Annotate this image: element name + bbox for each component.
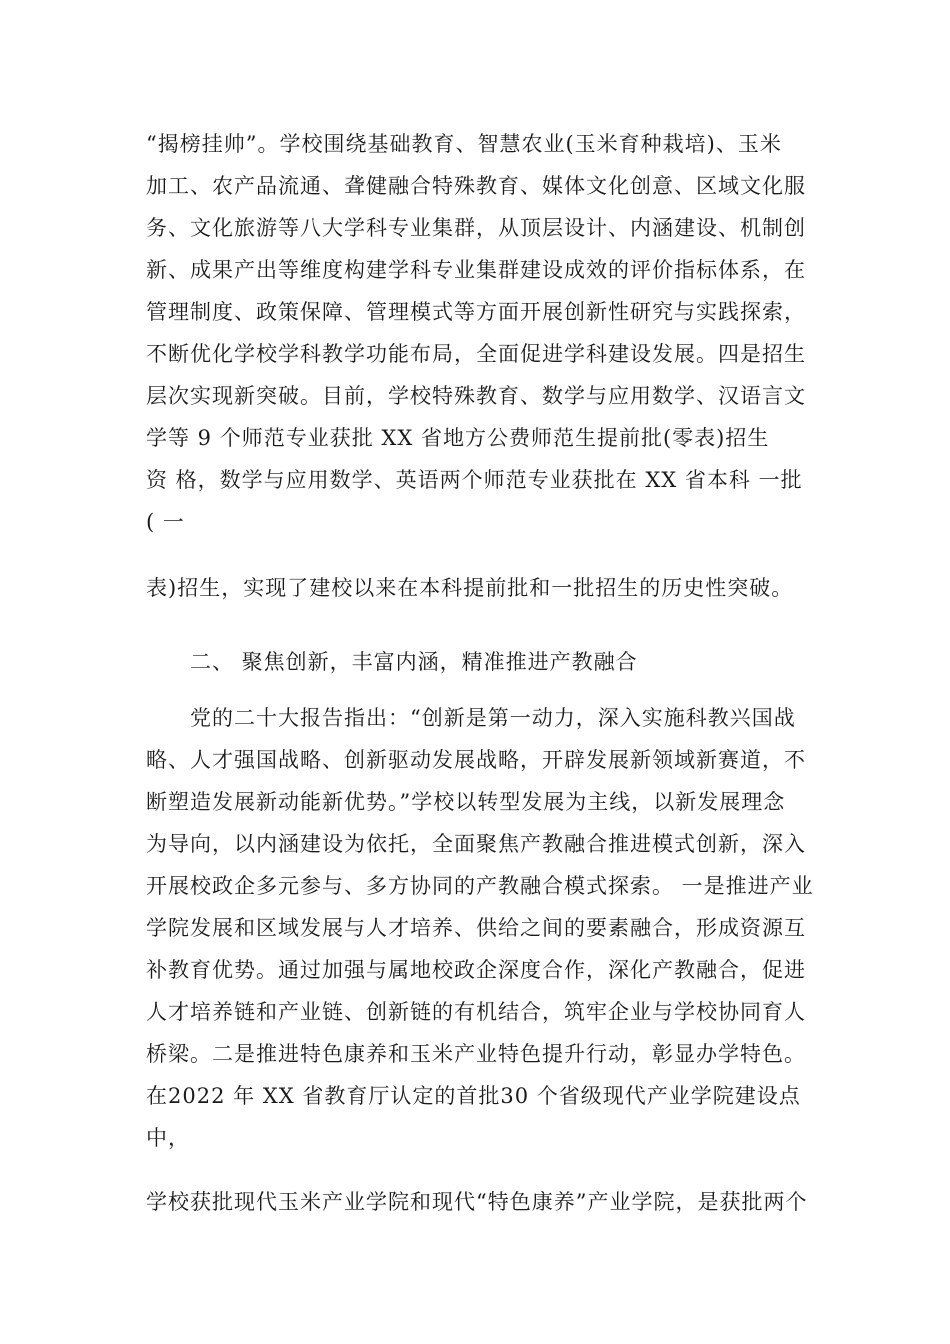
text-line: 学校获批现代玉米产业学院和现代“特色康养”产业学院，是获批两个 — [146, 1190, 808, 1214]
text-line: 务、文化旅游等八大学科专业集群，从顶层设计、内涵建设、机制创 — [146, 216, 806, 240]
text-line: 表)招生，实现了建校以来在本科提前批和一批招生的历史性突破。 — [146, 576, 794, 600]
text-line: 桥梁。二是推进特色康养和玉米产业特色提升行动，彰显办学特色。 — [146, 1042, 806, 1066]
text-line: 中， — [146, 1126, 190, 1150]
text-line: 学等 9 个师范专业获批 XX 省地方公费师范生提前批(零表)招生 — [146, 426, 770, 450]
text-line: 党的二十大报告指出：“创新是第一动力，深入实施科教兴国战 — [190, 706, 796, 730]
text-line: 断塑造发展新动能新优势。”学校以转型发展为主线，以新发展理念 — [146, 790, 786, 814]
section-heading: 二、 聚焦创新，丰富内涵，精准推进产教融合 — [190, 650, 638, 674]
text-line: 开展校政企多元参与、多方协同的产教融合模式探索。 一是推进产业 — [146, 874, 814, 898]
text-line: 学院发展和区域发展与人才培养、供给之间的要素融合，形成资源互 — [146, 916, 806, 940]
text-line: ( 一 — [146, 510, 185, 534]
text-line: 不断优化学校学科教学功能布局，全面促进学科建设发展。四是招生 — [146, 342, 806, 366]
text-line: 加工、农产品流通、聋健融合特殊教育、媒体文化创意、区域文化服 — [146, 174, 806, 198]
text-line: 新、成果产出等维度构建学科专业集群建设成效的评价指标体系，在 — [146, 258, 806, 282]
text-line: 人才培养链和产业链、创新链的有机结合，筑牢企业与学校协同育人 — [146, 1000, 806, 1024]
text-line: 补教育优势。通过加强与属地校政企深度合作，深化产教融合，促进 — [146, 958, 806, 982]
text-line: 层次实现新突破。目前，学校特殊教育、数学与应用数学、汉语言文 — [146, 384, 806, 408]
text-line: “揭榜挂帅”。学校围绕基础教育、智慧农业(玉米育种栽培)、玉米 — [146, 132, 782, 156]
text-line: 在2022 年 XX 省教育厅认定的首批30 个省级现代产业学院建设点 — [146, 1084, 801, 1108]
text-line: 管理制度、政策保障、管理模式等方面开展创新性研究与实践探索， — [146, 300, 806, 324]
text-line: 略、人才强国战略、创新驱动发展战略，开辟发展新领域新赛道，不 — [146, 748, 806, 772]
text-line: 为导向，以内涵建设为依托，全面聚焦产教融合推进模式创新，深入 — [146, 832, 806, 856]
text-line: 资 格，数学与应用数学、英语两个师范专业获批在 XX 省本科 一批 — [146, 468, 803, 492]
